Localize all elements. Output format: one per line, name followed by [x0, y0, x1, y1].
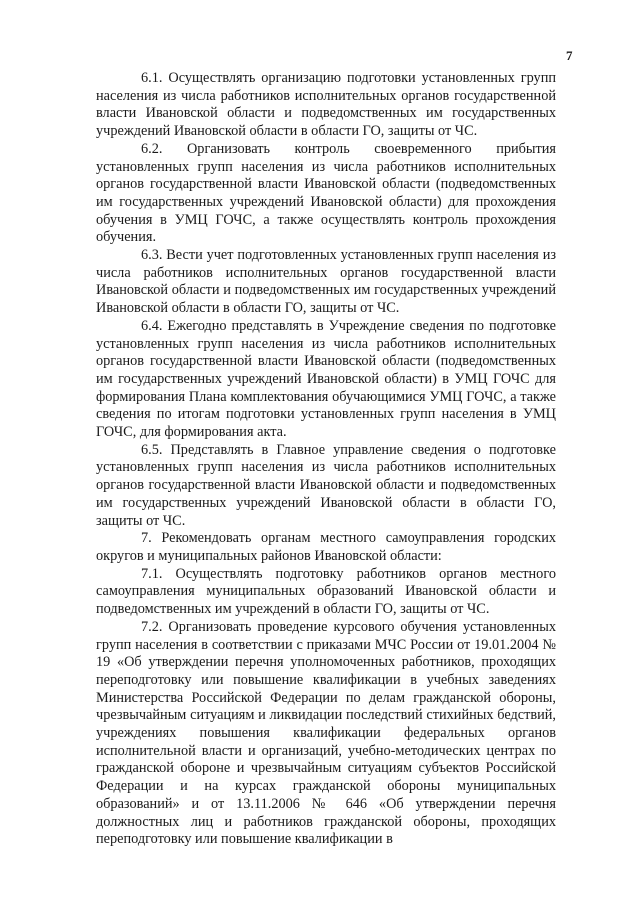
document-body — [96, 70, 556, 849]
paragraph-7-1: 7.1. Осуществлять подготовку работников органов местного самоуправления муниципальных образований Ивановской области и подведомственных им учреждений в области ГО, защиты от ЧС. — [96, 565, 556, 618]
paragraph-6-1: 6.1. Осуществлять организацию подготовки установленных групп населения из числа работников исполнительных органов государственной власти Ивановской области и подведомственных им государственных учреждений Ивановской области в области ГО, защиты от ЧС. — [96, 70, 556, 140]
paragraph-7-2: 7.2. Организовать проведение курсового обучения установленных групп населения в соответствии с приказами МЧС России от 19.01.2004 № 19 «Об утверждении перечня уполномоченных работников, проходящих переподготовку или повышение квалификации в учебных заведениях Министерства Российской Федерации по делам гражданской обороны, чрезвычайным ситуациям и ликвидации последствий стихийных бедствий, учреждениях повышения квалификации федеральных органов исполнительной власти и организаций, учебно-методических центрах по гражданской обороне и чрезвычайным ситуациям субъектов Российской Федерации и на курсах гражданской обороны муниципальных образований» и от 13.11.2006 № 646 «Об утверждении перечня должностных лиц и работников гражданской обороны, проходящих переподготовку или повышение квалификации в — [96, 618, 556, 848]
paragraph-6-5: 6.5. Представлять в Главное управление сведения о подготовке установленных групп населения из числа работников исполнительных органов государственной власти Ивановской области и подведомственных им государственных учреждений Ивановской области в области ГО, защиты от ЧС. — [96, 441, 556, 529]
page-number: 7 — [566, 48, 573, 63]
paragraph-6-2: 6.2. Организовать контроль своевременного прибытия установленных групп населения из числа работников исполнительных органов государственной власти Ивановской области (подведомственных им государственных учреждений Ивановской области) для прохождения обучения в УМЦ ГОЧС, а также осуществлять контроль прохождения обучения. — [96, 140, 556, 246]
paragraph-7: 7. Рекомендовать органам местного самоуправления городских округов и муниципальных районов Ивановской области: — [96, 530, 556, 564]
paragraph-6-3: 6.3. Вести учет подготовленных установленных групп населения из числа работников исполнительных органов государственной власти Ивановской области и подведомственных им государственных учреждений Ивановской области в области ГО, защиты от ЧС. — [96, 247, 556, 317]
paragraph-6-4: 6.4. Ежегодно представлять в Учреждение сведения по подготовке установленных групп населения из числа работников исполнительных органов государственной власти Ивановской области (подведомственных им государственных учреждений Ивановской области) в УМЦ ГОЧС для формирования Плана комплектования обучающимися УМЦ ГОЧС, а также сведения по итогам подготовки установленных групп населения в УМЦ ГОЧС, для формирования акта. — [96, 317, 556, 441]
